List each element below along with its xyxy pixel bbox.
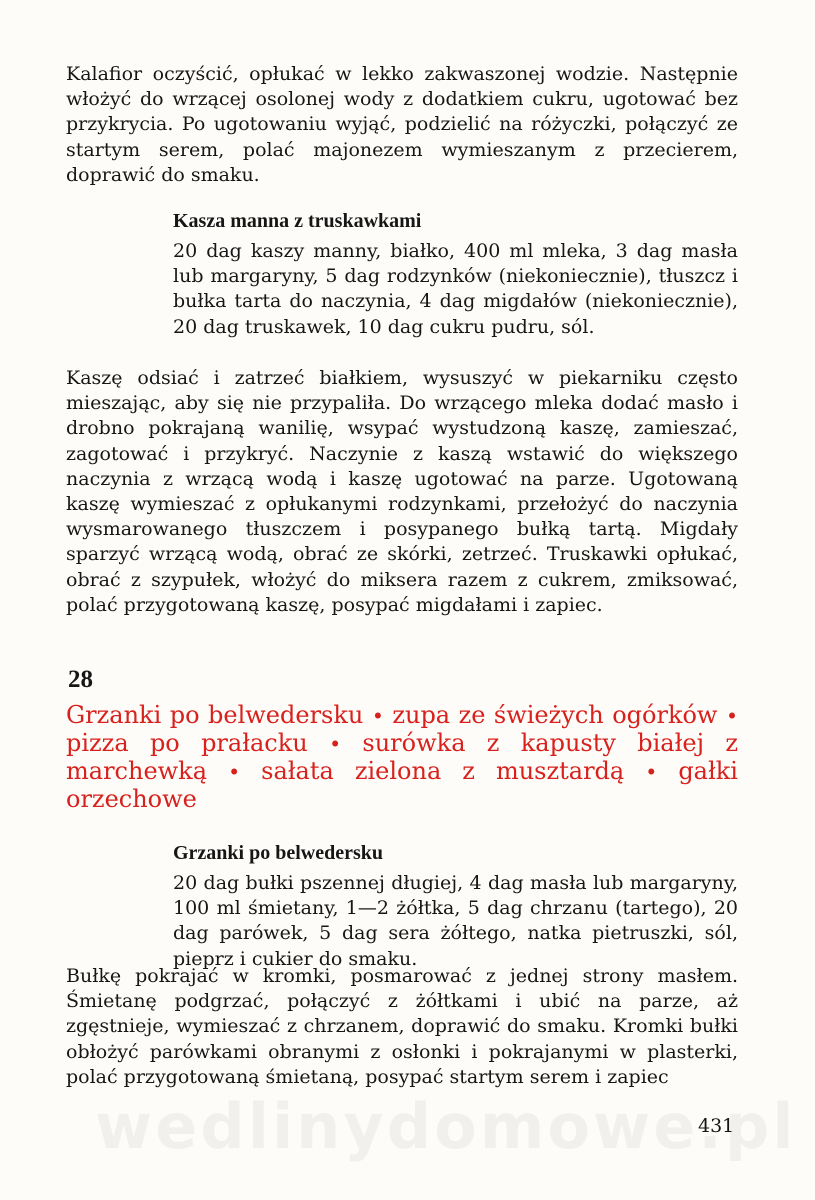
recipe-instructions-kasza: Kaszę odsiać i zatrzeć białkiem, wysuszyć w piekarniku często mieszając, aby się nie przypaliła. Do wrzącego mleka dodać masło i drobno pokrajaną wanilię, wsypać wystudzoną kaszę, zamieszać, zagotować i przykryć. Naczynie z kaszą wstawić do większego naczynia z wrzącą wodą i kaszę ugotować na parze. Ugotowaną kaszę wymieszać z opłukanymi rodzynkami, przełożyć do naczynia wysmarowanego tłuszczem i posypanego bułką tartą. Migdały sparzyć wrzącą wodą, obrać ze skórki, zetrzeć. Truskawki opłukać, obrać z szypułek, włożyć do miksera razem z cukrem, zmiksować, polać przygotowaną kaszę, posypać migdałami i zapiec. (66, 367, 738, 616)
menu-item: surówka z kapusty białej z marchewką (66, 729, 738, 785)
intro-paragraph: Kalafior oczyścić, opłukać w lekko zakwaszonej wodzie. Następnie włożyć do wrzącej osolonej wody z dodatkiem cukru, ugotować bez przykrycia. Po ugotowaniu wyjąć, podzielić na różyczki, połączyć ze startym serem, polać majonezem wymieszanym z przecierem, doprawić do smaku. (66, 63, 738, 186)
recipe-title-kasza: Kasza manna z truskawkami (173, 210, 422, 232)
bullet-separator: • (329, 732, 342, 756)
bullet-separator: • (645, 760, 658, 784)
watermark (95, 1090, 715, 1163)
section-number: 28 (68, 666, 93, 693)
bullet-separator: • (725, 704, 738, 728)
bullet-separator: • (371, 704, 384, 728)
recipe-instructions-grzanki: Bułkę pokrajać w kromki, posmarować z jednej strony masłem. Śmietanę podgrzać, połączyć z żółtkami i ubić na parze, aż zgęstnieje, wymieszać z chrzanem, doprawić do smaku. Kromki bułki obłożyć parówkami obranymi z osłonki i pokrajanymi w plasterki, polać przygotowaną śmietaną, posypać startym serem i zapiec (66, 965, 738, 1088)
section-menu-title (66, 702, 738, 813)
recipe-ingredients-grzanki: 20 dag bułki pszennej długiej, 4 dag masła lub margaryny, 100 ml śmietany, 1—2 żółtka, 5 dag chrzanu (tartego), 20 dag parówek, 5 dag sera żółtego, natka pietruszki, sól, pieprz i cukier do smaku. (173, 872, 738, 970)
menu-item: sałata zielona z musztardą (261, 757, 625, 785)
recipe-title-grzanki: Grzanki po belwedersku (173, 842, 384, 864)
bullet-separator: • (228, 760, 241, 784)
page-number: 431 (698, 1115, 735, 1137)
menu-item: Grzanki po belwedersku (66, 701, 364, 729)
recipe-ingredients-kasza: 20 dag kaszy manny, białko, 400 ml mleka, 3 dag masła lub margaryny, 5 dag rodzynków (niekoniecznie), tłuszcz i bułka tarta do naczynia, 4 dag migdałów (niekoniecznie), 20 dag truskawek, 10 dag cukru pudru, sól. (173, 240, 738, 338)
menu-item: zupa ze świeżych ogórków (392, 701, 718, 729)
menu-item: pizza po prałacku (66, 729, 308, 757)
menu-item: gałki orzechowe (66, 757, 738, 813)
